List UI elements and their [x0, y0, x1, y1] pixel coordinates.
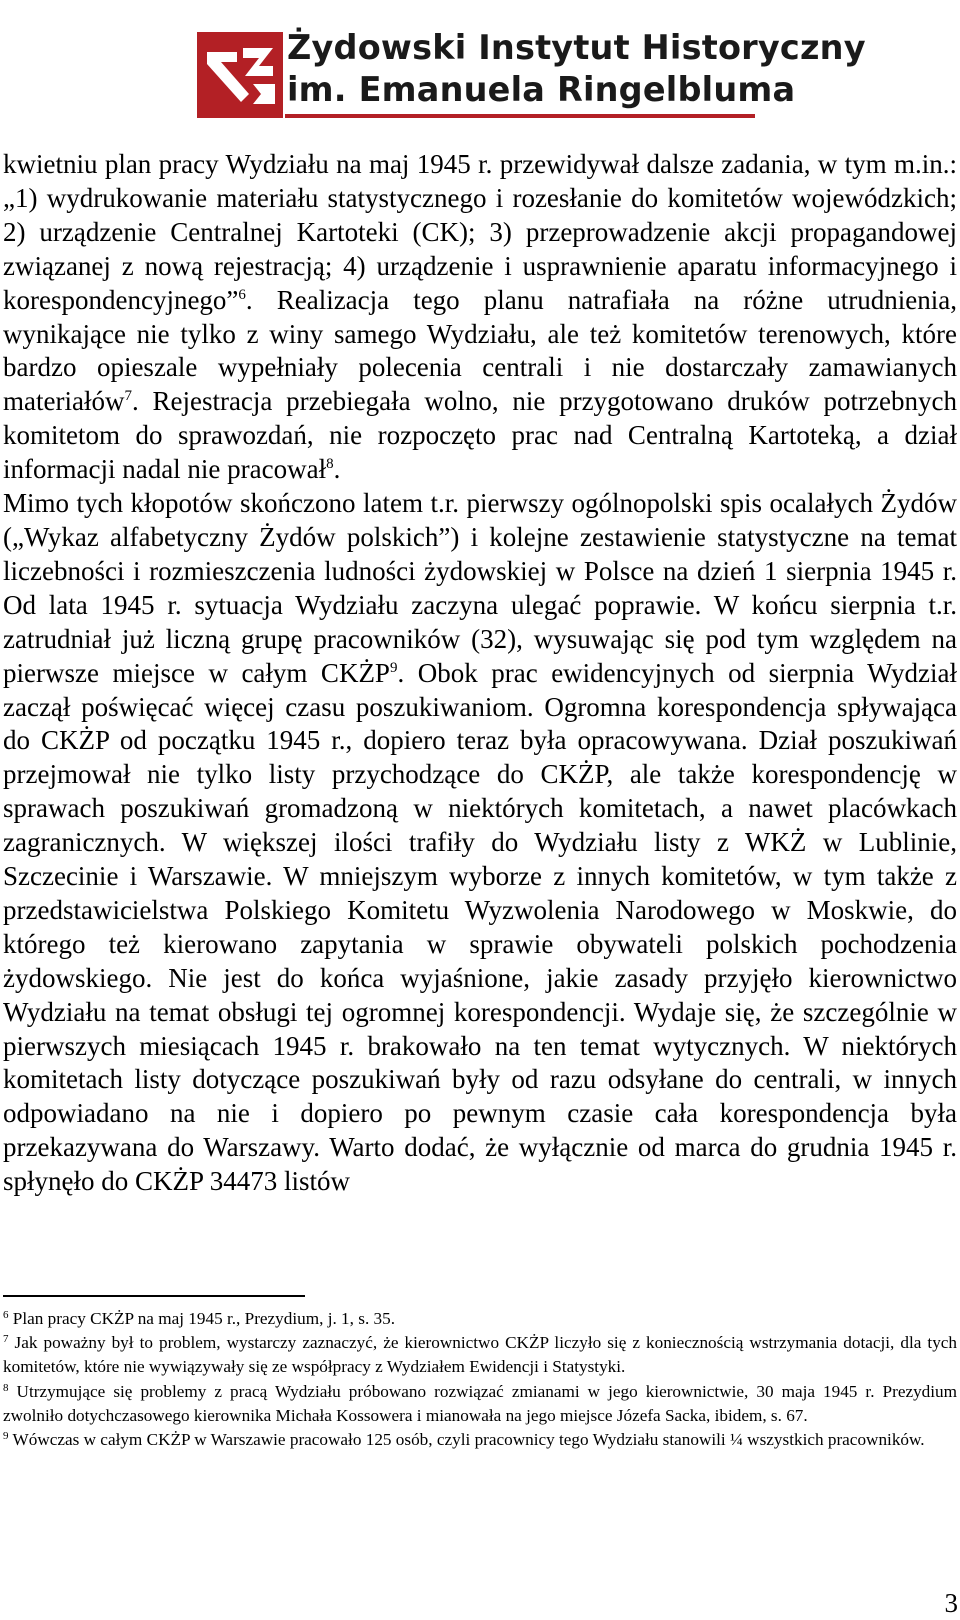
page-number: 3	[944, 1588, 958, 1618]
paragraph-text: . Realizacja tego planu natrafiała na różne utrudnienia, wynikające nie tylko z winy samego Wydziału, ale też komitetów terenowych, które bardzo opieszale wypełniały polecenia centrali i nie dostarczały zamawianych materiałów	[3, 284, 957, 417]
logo-underline	[285, 114, 755, 118]
paragraph-text: .	[333, 454, 341, 485]
footnote-text: Wówczas w całym CKŻP w Warszawie pracowało 125 osób, czyli pracownicy tego Wydziału stanowili ¼ wszystkich pracowników.	[12, 1430, 925, 1450]
footnote-9	[3, 1428, 957, 1452]
logo-text-line2: im. Emanuela Ringelbluma	[287, 70, 796, 109]
footnotes	[3, 1307, 957, 1452]
paragraph-text: Mimo tych kłopotów skończono latem t.r. pierwszy ogólnopolski spis ocalałych Żydów („Wykaz alfabetyczny Żydów polskich”) i kolejne zestawienie statystyczne na temat liczebności i rozmieszczenia ludności żydowskiej w Polsce na dzień 1 sierpnia 1945 r. Od lata 1945 r. sytuacja Wydziału zaczyna ulegać poprawie. W końcu sierpnia t.r. zatrudniał już liczną grupę pracowników (32), wysuwając się pod tym względem na pierwsze miejsce w całym CKŻP	[3, 488, 957, 688]
footnote-6	[3, 1307, 957, 1331]
footnote-number: 8	[3, 1381, 9, 1394]
footnote-ref-6[interactable]: 6	[238, 286, 246, 303]
institute-logo	[197, 28, 866, 120]
footnote-separator	[3, 1295, 305, 1297]
paragraph-2	[3, 487, 957, 1199]
footnote-ref-7[interactable]: 7	[124, 388, 132, 405]
footnote-text: Jak poważny był to problem, wystarczy zaznaczyć, że kierownictwo CKŻP liczyło się z koniecznością wstrzymania dotacji, dla tych komitetów, które nie wywiązywały się ze współpracy z Wydziałem Ewidencji i Statystyki.	[3, 1333, 958, 1377]
paragraph-1	[3, 148, 957, 487]
footnote-number: 7	[3, 1333, 9, 1346]
paragraph-text: kwietniu plan pracy Wydziału na maj 1945 r. przewidywał dalsze zadania, w tym m.in.: „1) wydrukowanie materiału statystycznego i rozesłanie do komitetów wojewódzkich; 2) urządzenie Centralnej Kartoteki (CK); 3) przeprowadzenie akcji propagandowej związanej z nową rejestracją; 4) urządzenie i usprawnienie aparatu informacyjnego i korespondencyjnego”	[3, 149, 957, 315]
footnote-text: Plan pracy CKŻP na maj 1945 r., Prezydium, j. 1, s. 35.	[12, 1309, 396, 1328]
footnote-ref-9[interactable]: 9	[389, 659, 398, 676]
paragraph-text: . Obok prac ewidencyjnych od sierpnia Wydział zaczął poświęcać więcej czasu poszukiwaniom. Ogromna korespondencja spływająca do CKŻP od początku 1945 r., dopiero teraz była opracowywana. Dział poszukiwań przejmował nie tylko listy przychodzące do CKŻP, ale także korespondencję w sprawach poszukiwań gromadzoną w niektórych komitetach, a nawet placówkach zagranicznych. W większej ilości trafiły do Wydziału listy z WKŻ w Lublinie, Szczecinie i Warszawie. W mniejszym wyborze z innych komitetów, w tym także z przedstawicielstwa Polskiego Komitetu Wyzwolenia Narodowego w Moskwie, do którego też kierowano zapytania w sprawie obywateli polskich pochodzenia żydowskiego. Nie jest do końca wyjaśnione, jakie zasady przyjęło kierownictwo Wydziału na temat obsługi tej ogromnej korespondencji. Wydaje się, że szczególnie w pierwszych miesiącach 1945 r. brakowało na ten temat wytycznych. W niektórych komitetach listy dotyczące poszukiwań były od razu odsyłane do centrali, w innych odpowiadano na nie i dopiero po pewnym czasie cała korespondencja była przekazywana do Warszawy. Warto dodać, że wyłącznie od marca do grudnia 1945 r. spłynęło do CKŻP 34473 listów	[3, 657, 957, 1197]
paragraph-text: . Rejestracja przebiegała wolno, nie przygotowano druków potrzebnych komitetom do sprawozdań, nie rozpoczęto prac nad Centralną Kartoteką, a dział informacji nadal nie pracował	[3, 386, 957, 485]
footnote-8	[3, 1380, 957, 1428]
footnote-number: 6	[3, 1309, 9, 1321]
footnote-ref-8[interactable]: 8	[326, 456, 334, 473]
zih-emblem-icon	[197, 32, 283, 118]
footnote-text: Utrzymujące się problemy z pracą Wydziału próbowano rozwiązać zmianami w jego kierownictwie, 30 maja 1945 r. Prezydium zwolniło dotychczasowego kierownika Michała Kossowera i mianowała na jego miejsce Józefa Sacka, ibidem, s. 67.	[3, 1381, 958, 1425]
logo-text-line1: Żydowski Instytut Historyczny	[287, 28, 866, 67]
document-body	[3, 148, 957, 1199]
footnote-number: 9	[3, 1430, 9, 1443]
footnote-7	[3, 1331, 957, 1379]
